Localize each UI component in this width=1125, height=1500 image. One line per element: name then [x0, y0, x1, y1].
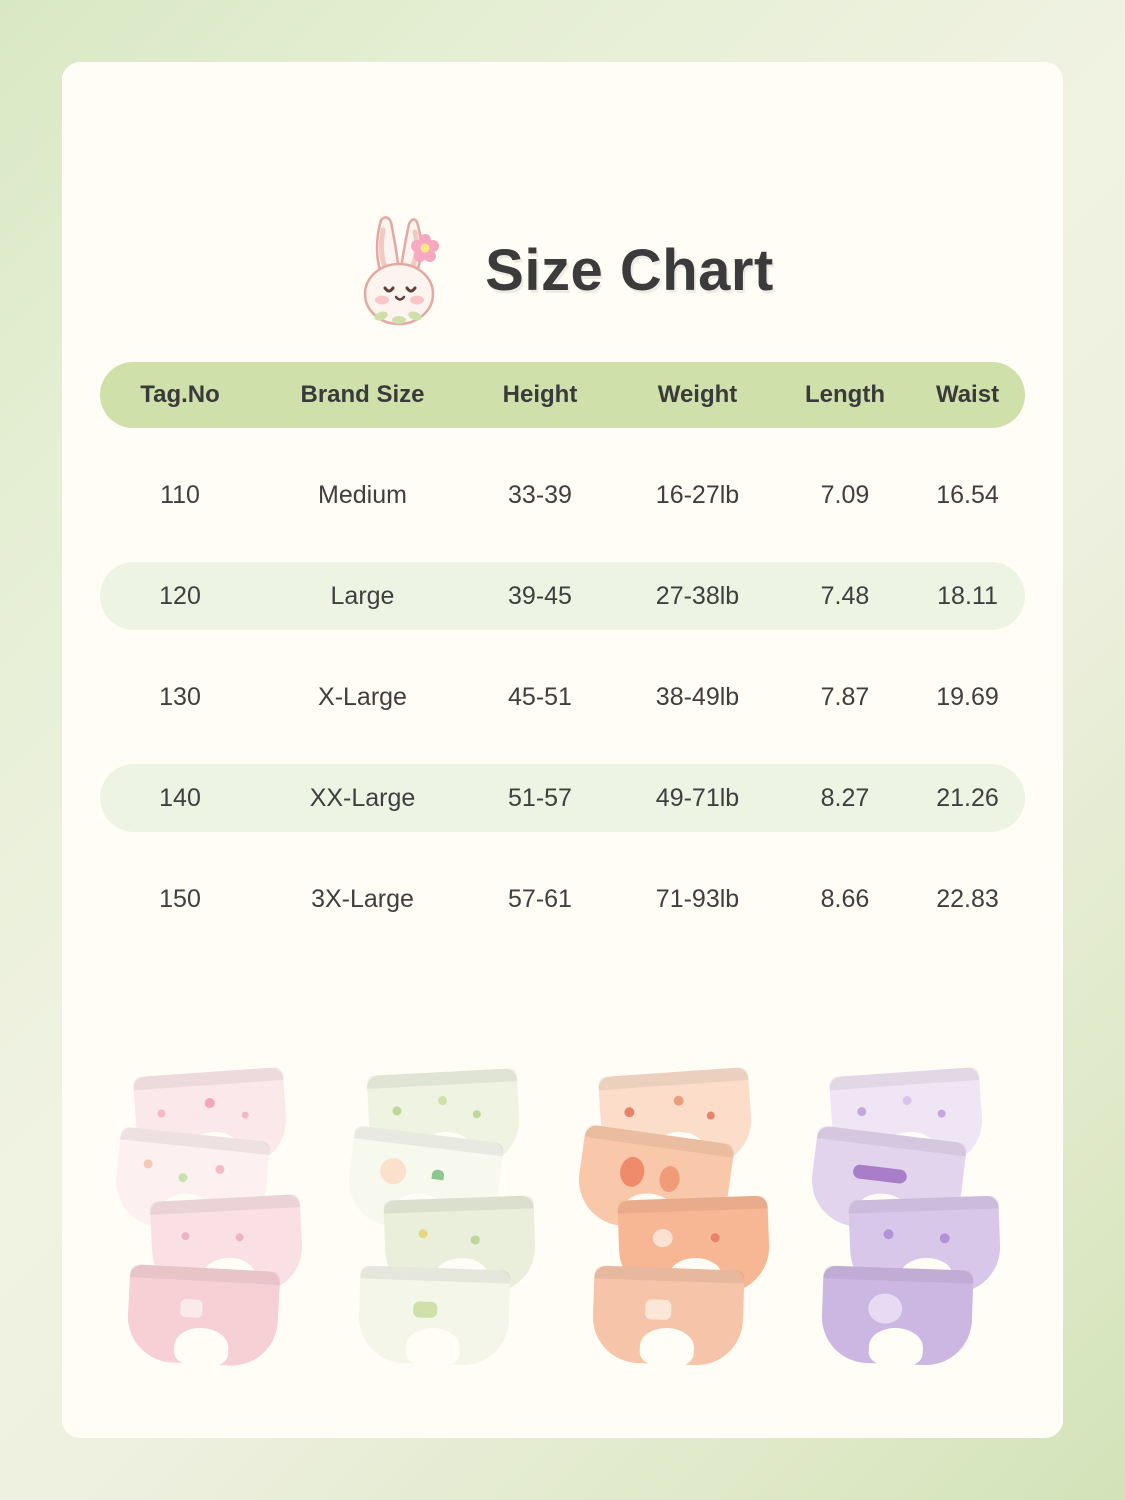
table-row: [100, 764, 1025, 832]
column-header-waist: Waist: [935, 381, 1000, 408]
cell-height: 33-39: [508, 480, 572, 509]
column-header-brandsize: Brand Size: [300, 381, 425, 408]
cell-brandsize: XX-Large: [309, 783, 416, 812]
table-row: [100, 461, 1025, 529]
row-gap: [100, 428, 1025, 461]
table-row: [100, 562, 1025, 630]
cell-length: 7.48: [820, 581, 870, 610]
table-row: [100, 663, 1025, 731]
brief-item: [126, 1264, 281, 1368]
cell-brandsize: 3X-Large: [311, 884, 414, 913]
cell-tagno: 150: [159, 884, 201, 913]
cell-weight: 38-49lb: [655, 682, 740, 711]
row-gap: [100, 832, 1025, 865]
product-group-green: [339, 1072, 554, 1382]
cell-brandsize: Large: [330, 581, 395, 610]
chart-header: [62, 212, 1063, 330]
row-gap: [100, 529, 1025, 562]
size-chart-card: [62, 62, 1063, 1438]
cell-length: 7.87: [820, 682, 870, 711]
cell-weight: 16-27lb: [655, 480, 740, 509]
cell-weight: 71-93lb: [655, 884, 740, 913]
brief-item: [358, 1265, 511, 1366]
product-photo-strip: [100, 1072, 1025, 1382]
table-row: [100, 865, 1025, 933]
column-header-tagno: Tag.No: [140, 381, 220, 408]
column-header-height: Height: [502, 381, 578, 408]
product-group-pink: [108, 1072, 323, 1382]
bunny-icon: [351, 212, 459, 330]
column-header-weight: Weight: [657, 381, 738, 408]
cell-brandsize: Medium: [318, 480, 407, 509]
cell-waist: 21.26: [936, 783, 999, 812]
cell-height: 39-45: [508, 581, 572, 610]
cell-waist: 16.54: [936, 480, 999, 509]
cell-tagno: 140: [159, 783, 201, 812]
brief-item: [820, 1265, 973, 1366]
column-header-length: Length: [805, 381, 885, 408]
cell-waist: 22.83: [936, 884, 999, 913]
cell-weight: 49-71lb: [655, 783, 740, 812]
cell-waist: 18.11: [937, 581, 998, 610]
cell-tagno: 110: [160, 480, 200, 509]
card-top-scallop: [62, 62, 1063, 92]
cell-tagno: 130: [159, 682, 201, 711]
size-table: [100, 362, 1025, 933]
card-bottom-scallop: [62, 1408, 1063, 1438]
cell-waist: 19.69: [936, 682, 999, 711]
cell-length: 8.66: [820, 884, 870, 913]
cell-weight: 27-38lb: [655, 581, 740, 610]
cell-height: 57-61: [508, 884, 572, 913]
row-gap: [100, 630, 1025, 663]
row-gap: [100, 731, 1025, 764]
cell-length: 7.09: [820, 480, 870, 509]
table-header-row: [100, 362, 1025, 428]
brief-item: [591, 1265, 744, 1366]
product-group-purple: [802, 1072, 1017, 1382]
cell-height: 45-51: [508, 682, 572, 711]
cell-brandsize: X-Large: [318, 682, 407, 711]
page-title: Size Chart: [485, 238, 774, 303]
cell-length: 8.27: [820, 783, 870, 812]
product-group-orange: [571, 1072, 786, 1382]
cell-tagno: 120: [159, 581, 201, 610]
cell-height: 51-57: [508, 783, 572, 812]
